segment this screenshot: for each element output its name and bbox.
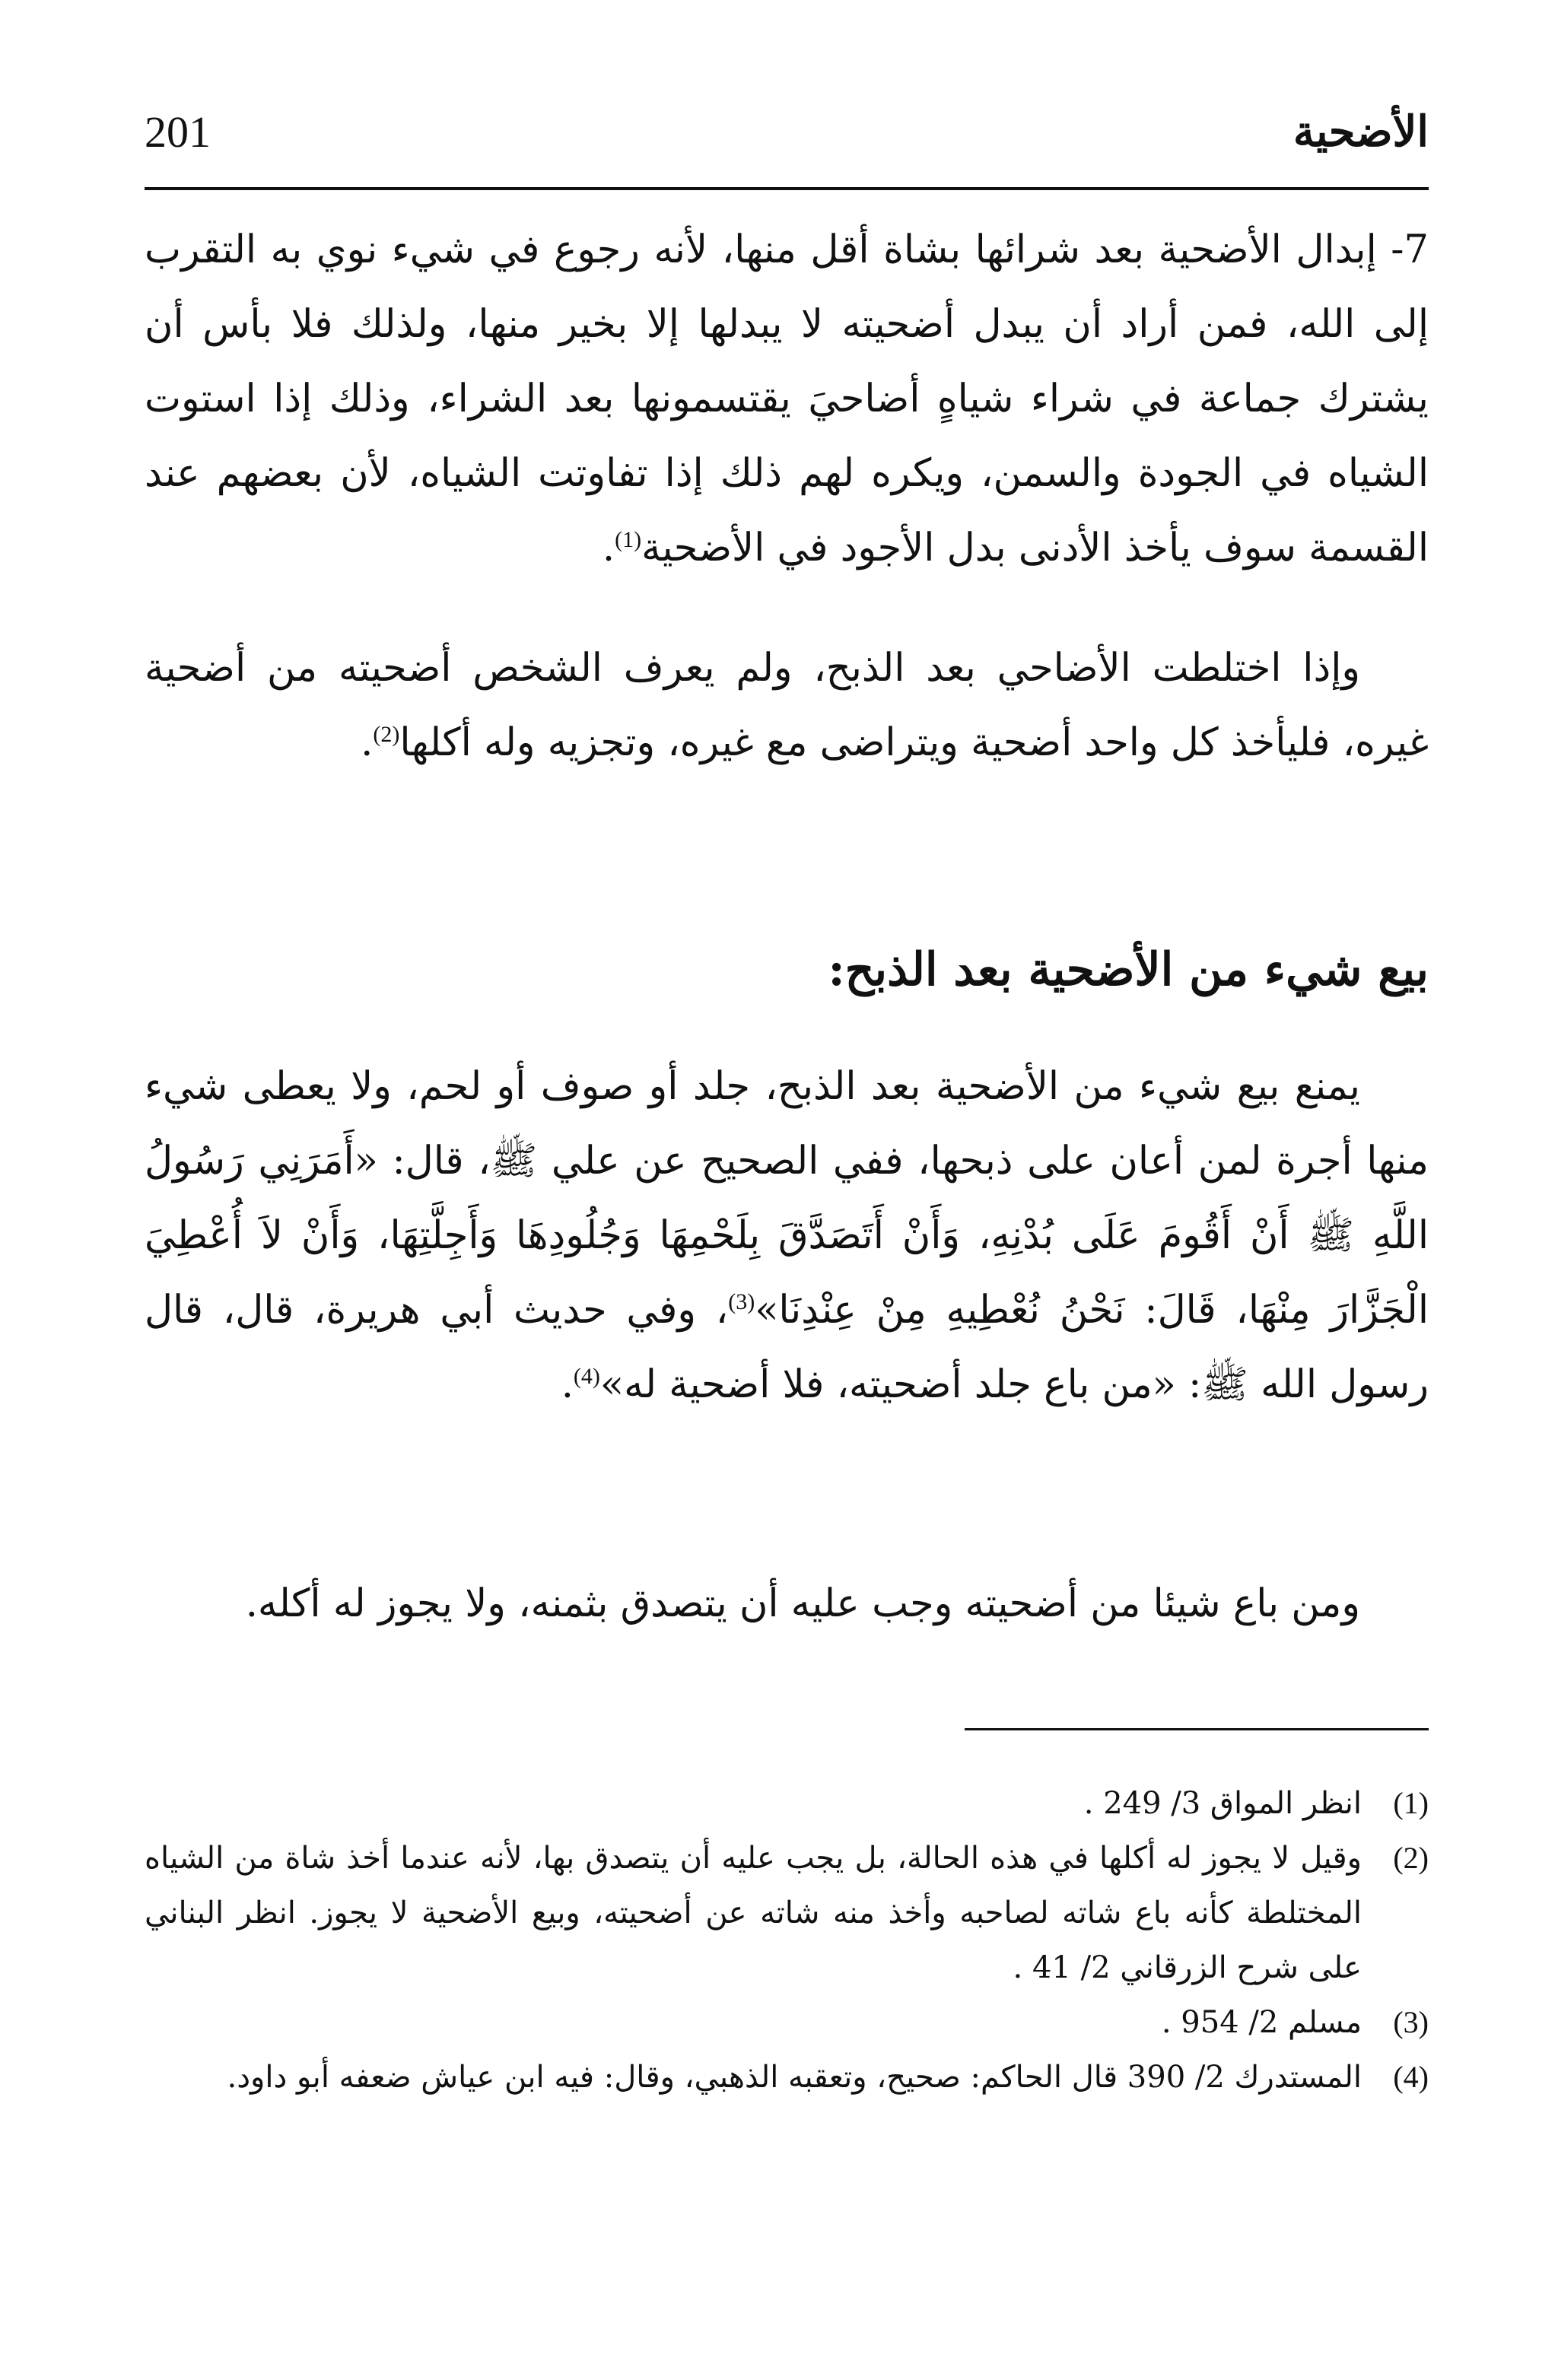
paragraph-4 bbox=[145, 1567, 1429, 1641]
paragraph-2-text: وإذا اختلطت الأضاحي بعد الذبح، ولم يعرف الشخص أضحيته من أضحية غيره، فليأخذ كل واحد أضحية ويتراضى مع غيره، وتجزيه وله أكلها bbox=[145, 646, 1429, 765]
footnotes bbox=[145, 1776, 1429, 2105]
paragraph-3-text-b: ، وفي حديث أبي هريرة، قال، قال رسول الله ﷺ: «من باع جلد أضحيته، فلا أضحية له» bbox=[145, 1288, 1429, 1407]
footnote-text: انظر المواق 3/ 249 . bbox=[1083, 1786, 1362, 1821]
paragraph-1-text: 7- إبدال الأضحية بعد شرائها بشاة أقل منها، لأنه رجوع في شيء نوي به التقرب إلى الله، فمن أراد أن يبدل أضحيته لا يبدلها إلا بخير منها، ولذلك فلا بأس أن يشترك جماعة في شراء شياهٍ أضاحيَ يقتسمونها بعد الشراء، وذلك إذا استوت الشياه في الجودة والسمن، ويكره لهم ذلك إذا تفاوتت الشياه، لأن بعضهم عند القسمة سوف يأخذ الأدنى بدل الأجود في الأضحية bbox=[145, 227, 1429, 570]
section-heading: بيع شيء من الأضحية بعد الذبح: bbox=[828, 943, 1429, 996]
page-number: 201 bbox=[145, 107, 211, 157]
paragraph-2-end: . bbox=[361, 720, 374, 765]
footnote-rule bbox=[965, 1728, 1429, 1730]
footnote-1 bbox=[145, 1776, 1429, 1831]
footnote-number: (2) bbox=[1393, 1841, 1429, 1875]
paragraph-1-end: . bbox=[602, 526, 615, 570]
paragraph-3-text-a: يمنع بيع شيء من الأضحية بعد الذبح، جلد أو صوف أو لحم، ولا يعطى شيء منها أجرة لمن أعان على ذبحها، ففي الصحيح عن علي ﷺ، قال: «أَمَرَنِي رَسُولُ اللَّهِ ﷺ أَنْ أَقُومَ عَلَى بُدْنِهِ، وَأَنْ أَتَصَدَّقَ بِلَحْمِهَا وَجُلُودِهَا وَأَجِلَّتِهَا، وَأَنْ لاَ أُعْطِيَ الْجَزَّارَ مِنْهَا، قَالَ: نَحْنُ نُعْطِيهِ مِنْ عِنْدِنَا» bbox=[145, 1064, 1429, 1333]
footnote-text: وقيل لا يجوز له أكلها في هذه الحالة، بل يجب عليه أن يتصدق بها، لأنه عندما أخذ شاة من الشياه المختلطة كأنه باع شاته لصاحبه وأخذ منه شاته عن أضحيته، وبيع الأضحية لا يجوز. انظر البناني على شرح الزرقاني 2/ 41 . bbox=[145, 1841, 1362, 1985]
page-header bbox=[145, 99, 1429, 183]
footnote-ref-2[interactable]: (2) bbox=[373, 722, 400, 747]
paragraph-3 bbox=[145, 1050, 1429, 1422]
paragraph-4-text: ومن باع شيئا من أضحيته وجب عليه أن يتصدق بثمنه، ولا يجوز له أكله. bbox=[245, 1581, 1360, 1626]
footnote-2 bbox=[145, 1831, 1429, 1995]
footnote-3 bbox=[145, 1995, 1429, 2050]
header-rule bbox=[145, 187, 1429, 190]
footnote-4 bbox=[145, 2050, 1429, 2105]
footnote-number: (4) bbox=[1393, 2060, 1429, 2094]
paragraph-3-end: . bbox=[561, 1362, 574, 1407]
footnote-number: (3) bbox=[1393, 2005, 1429, 2039]
footnote-ref-4[interactable]: (4) bbox=[573, 1364, 600, 1389]
footnote-text: مسلم 2/ 954 . bbox=[1161, 2005, 1362, 2040]
footnote-ref-3[interactable]: (3) bbox=[728, 1289, 755, 1314]
footnote-number: (1) bbox=[1393, 1786, 1429, 1820]
paragraph-2 bbox=[145, 631, 1429, 780]
running-title: الأضحية bbox=[1293, 106, 1429, 157]
footnote-ref-1[interactable]: (1) bbox=[615, 527, 642, 552]
footnote-text: المستدرك 2/ 390 قال الحاكم: صحيح، وتعقبه الذهبي، وقال: فيه ابن عياش ضعفه أبو داود. bbox=[227, 2060, 1362, 2095]
paragraph-1 bbox=[145, 213, 1429, 586]
